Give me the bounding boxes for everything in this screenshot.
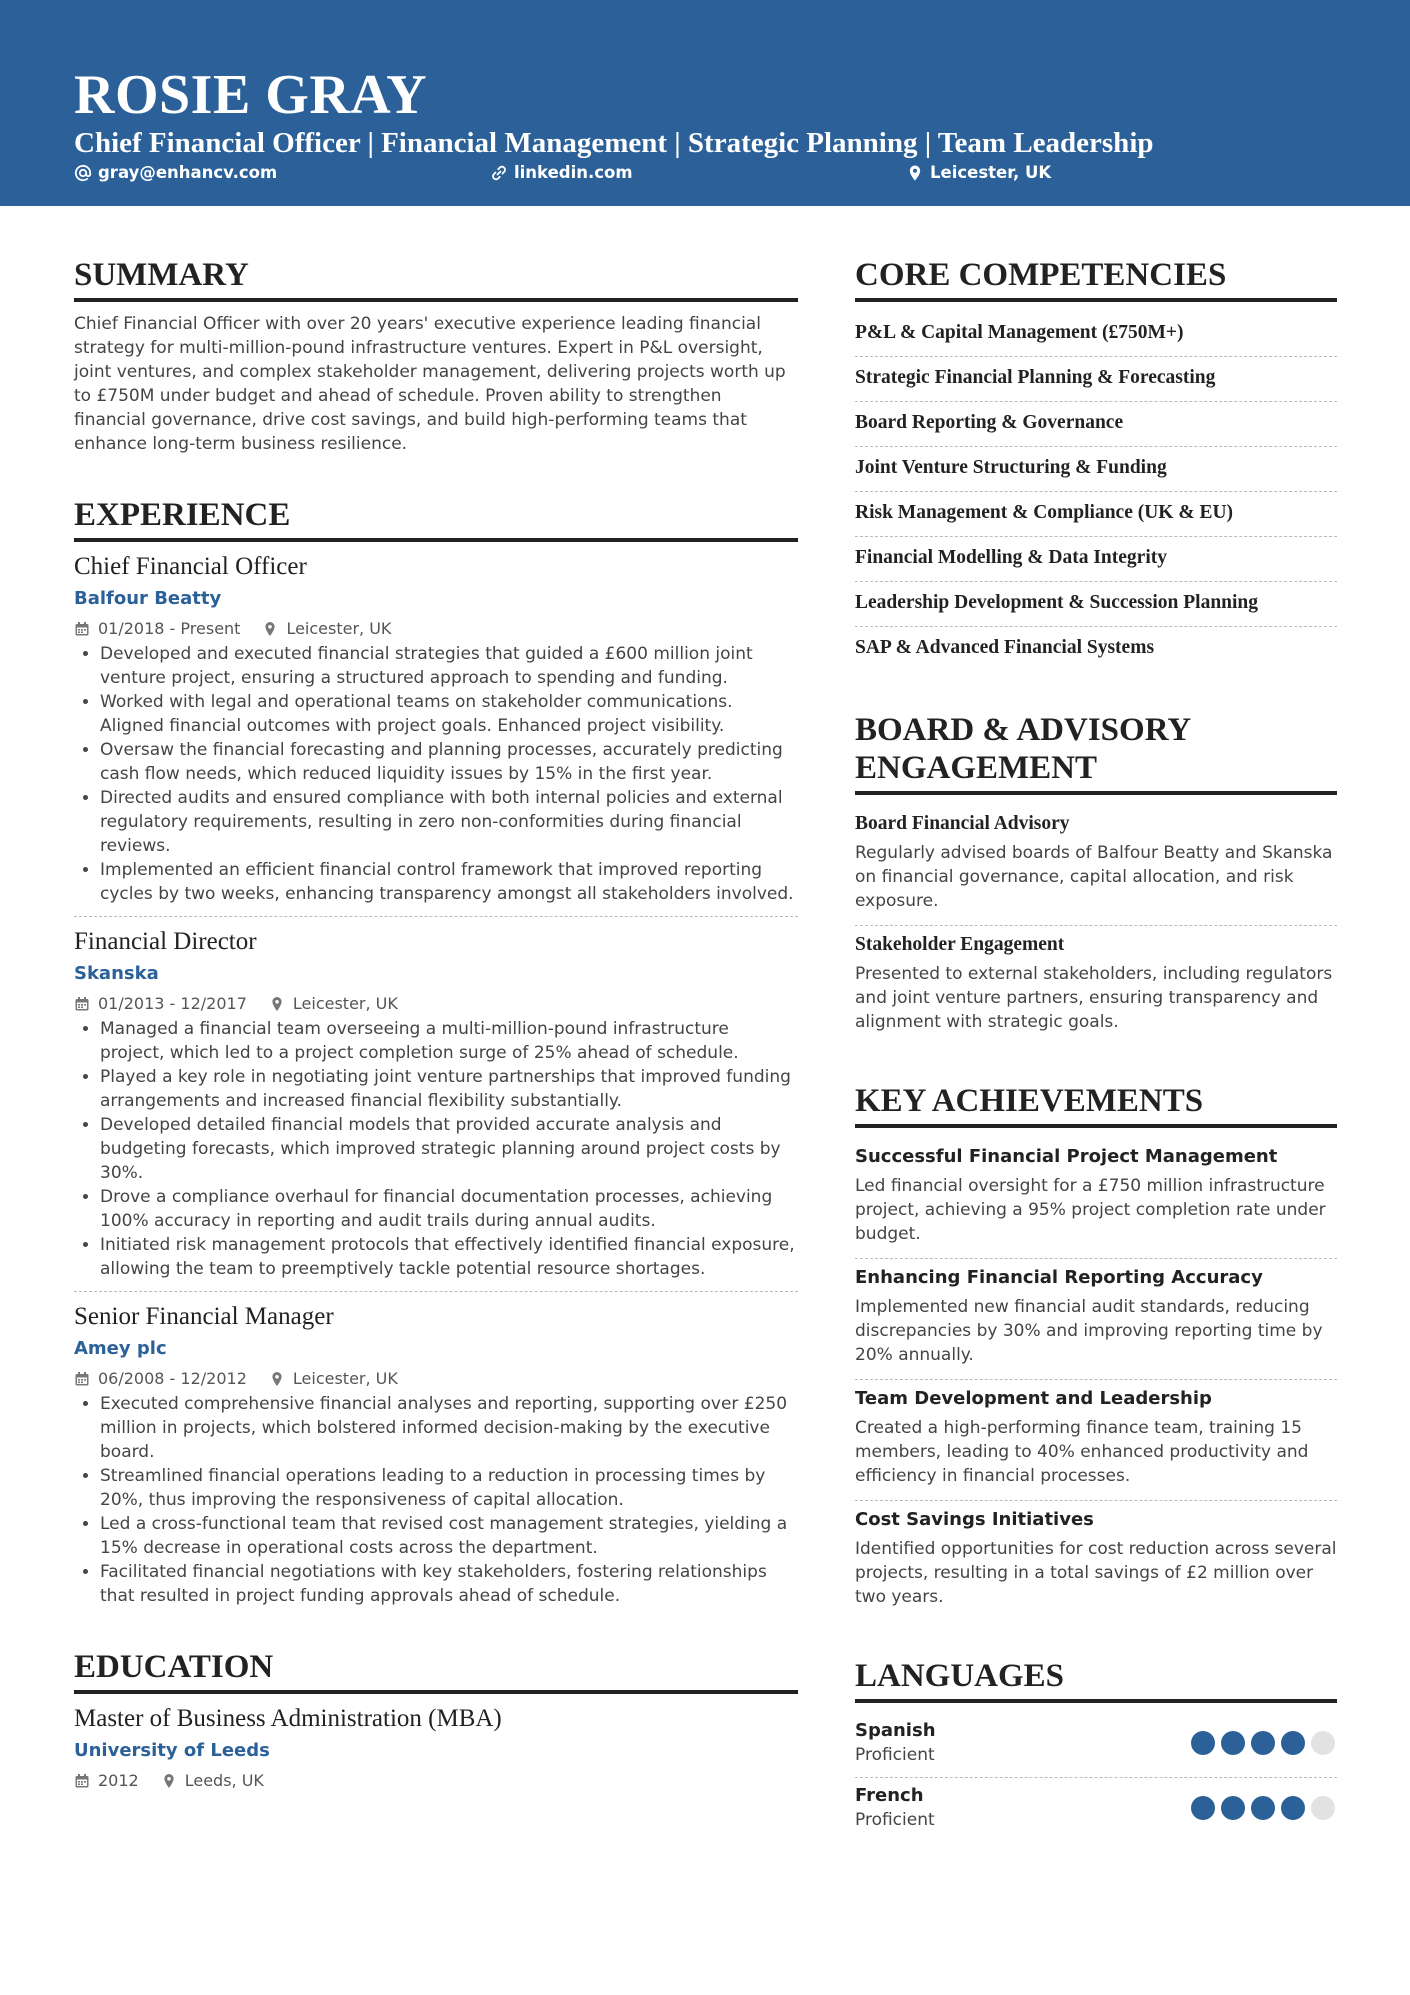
job-meta (74, 993, 798, 1015)
board-heading: BOARD & ADVISORY ENGAGEMENT (855, 711, 1337, 795)
experience-section (74, 496, 798, 1618)
job-bullets (74, 1392, 798, 1608)
education-year: 2012 (98, 1771, 139, 1790)
language-name: French (855, 1785, 924, 1806)
calendar-icon (74, 1773, 90, 1789)
rating-dot-filled (1251, 1731, 1275, 1755)
at-icon (74, 164, 92, 182)
achievement-title: Enhancing Financial Reporting Accuracy (855, 1267, 1263, 1288)
education-degree: Master of Business Administration (MBA) (74, 1705, 502, 1732)
board-item-title: Stakeholder Engagement (855, 934, 1065, 955)
job-bullet: • Implemented an efficient financial control framework that improved reporting cycles by two weeks, enhancing transparency amongst all stakeholders involved. (100, 858, 798, 906)
candidate-title: Chief Financial Officer | Financial Management | Strategic Planning | Team Leadership (74, 127, 1154, 159)
education-section (74, 1648, 798, 1792)
rating-dot-empty (1311, 1731, 1335, 1755)
language-level: Proficient (855, 1810, 935, 1830)
job-bullet: • Oversaw the financial forecasting and planning processes, accurately predicting cash flow needs, which reduced liquidity issues by 15% in the first year. (100, 738, 798, 786)
contact-location (906, 162, 1051, 184)
job-location: Leicester, UK (292, 994, 398, 1013)
board-item-title: Board Financial Advisory (855, 813, 1070, 834)
experience-entry (74, 927, 798, 1292)
board-section (855, 711, 1337, 1046)
rating-dot-filled (1281, 1796, 1305, 1820)
education-school: University of Leeds (74, 1740, 270, 1761)
achievement-item (855, 1380, 1337, 1501)
job-company: Skanska (74, 963, 159, 984)
job-meta (74, 618, 798, 640)
competency-item: Strategic Financial Planning & Forecasting (855, 357, 1337, 402)
experience-entry (74, 552, 798, 917)
calendar-icon (74, 1371, 90, 1387)
location-pin-icon (262, 621, 278, 637)
education-meta (74, 1770, 798, 1792)
job-dates: 06/2008 - 12/2012 (98, 1369, 247, 1388)
job-bullet: • Facilitated financial negotiations with key stakeholders, fostering relationships that resulted in project funding approvals ahead of schedule. (100, 1560, 798, 1608)
job-bullet: • Drove a compliance overhaul for financial documentation processes, achieving 100% accuracy in reporting and audit trails during annual audits. (100, 1185, 798, 1233)
rating-dot-filled (1251, 1796, 1275, 1820)
summary-text: Chief Financial Officer with over 20 years' executive experience leading financial strategy for multi-million-pound infrastructure ventures. Expert in P&L oversight, joint ventures, and complex stakeholder management, delivering projects worth up to £750M under budget and ahead of schedule. Proven ability to strengthen financial governance, drive cost savings, and build high-performing teams that enhance long-term business resilience. (74, 314, 786, 454)
achievement-text: Implemented new financial audit standards, reducing discrepancies by 30% and improving reporting time by 20% annually. (855, 1297, 1323, 1365)
location-pin-icon (161, 1773, 177, 1789)
location-pin-icon (906, 164, 924, 182)
job-role: Financial Director (74, 928, 257, 955)
rating-dot-filled (1281, 1731, 1305, 1755)
job-bullet: • Developed and executed financial strategies that guided a £600 million joint venture project, ensuring a structured approach to spending and funding. (100, 642, 798, 690)
competency-item: SAP & Advanced Financial Systems (855, 637, 1155, 658)
achievement-item (855, 1501, 1337, 1621)
competency-item: Joint Venture Structuring & Funding (855, 447, 1337, 492)
achievement-text: Created a high-performing finance team, training 15 members, leading to 40% enhanced productivity and efficiency in financial processes. (855, 1418, 1309, 1486)
rating-dot-filled (1191, 1731, 1215, 1755)
rating-dot-filled (1221, 1731, 1245, 1755)
rating-dot-filled (1191, 1796, 1215, 1820)
job-bullet: • Initiated risk management protocols that effectively identified financial exposure, allowing the team to preemptively tackle potential resource shortages. (100, 1233, 798, 1281)
job-bullet: • Developed detailed financial models that provided accurate analysis and budgeting forecasts, which improved strategic planning around project costs by 30%. (100, 1113, 798, 1185)
calendar-icon (74, 996, 90, 1012)
language-name: Spanish (855, 1720, 936, 1741)
location-pin-icon (269, 1371, 285, 1387)
languages-section (855, 1657, 1337, 1842)
job-company: Amey plc (74, 1338, 167, 1359)
job-bullets (74, 642, 798, 906)
achievement-item (855, 1138, 1337, 1259)
achievement-title: Cost Savings Initiatives (855, 1509, 1094, 1530)
job-bullet: • Executed comprehensive financial analyses and reporting, supporting over £250 million in projects, which bolstered informed decision-making by the executive board. (100, 1392, 798, 1464)
competency-item: Financial Modelling & Data Integrity (855, 537, 1337, 582)
board-item (855, 926, 1337, 1046)
job-dates: 01/2013 - 12/2017 (98, 994, 247, 1013)
job-bullet: • Directed audits and ensured compliance with both internal policies and external regulatory requirements, resulting in zero non-conformities during financial reviews. (100, 786, 798, 858)
language-rating (1191, 1796, 1335, 1820)
rating-dot-filled (1221, 1796, 1245, 1820)
job-role: Chief Financial Officer (74, 553, 307, 580)
job-bullet: • Led a cross-functional team that revised cost management strategies, yielding a 15% decrease in operational costs across the department. (100, 1512, 798, 1560)
summary-section (74, 256, 798, 456)
experience-heading: EXPERIENCE (74, 496, 798, 542)
summary-heading: SUMMARY (74, 256, 798, 302)
job-company: Balfour Beatty (74, 588, 222, 609)
achievements-section (855, 1082, 1337, 1621)
language-item (855, 1713, 1337, 1778)
languages-heading: LANGUAGES (855, 1657, 1337, 1703)
achievements-heading: KEY ACHIEVEMENTS (855, 1082, 1337, 1128)
location-pin-icon (269, 996, 285, 1012)
competency-item: P&L & Capital Management (£750M+) (855, 312, 1337, 357)
rating-dot-empty (1311, 1796, 1335, 1820)
language-level: Proficient (855, 1745, 935, 1765)
competencies-heading: CORE COMPETENCIES (855, 256, 1337, 302)
board-item-text: Presented to external stakeholders, including regulators and joint venture partners, ensuring transparency and alignment with strategic goals. (855, 964, 1333, 1032)
candidate-name: ROSIE GRAY (74, 64, 428, 126)
contact-linkedin-text: linkedin.com (514, 163, 633, 182)
job-bullet: • Streamlined financial operations leading to a reduction in processing times by 20%, thus improving the responsiveness of capital allocation. (100, 1464, 798, 1512)
left-column (74, 256, 798, 1792)
achievement-text: Identified opportunities for cost reduction across several projects, resulting in a total savings of £2 million over two years. (855, 1539, 1337, 1607)
education-heading: EDUCATION (74, 1648, 798, 1694)
board-item-text: Regularly advised boards of Balfour Beatty and Skanska on financial governance, capital allocation, and risk exposure. (855, 843, 1333, 911)
achievement-item (855, 1259, 1337, 1380)
right-column (855, 256, 1337, 1842)
competency-item: Leadership Development & Succession Planning (855, 582, 1337, 627)
experience-entry (74, 1302, 798, 1618)
calendar-icon (74, 621, 90, 637)
resume-header (0, 0, 1410, 206)
achievement-title: Successful Financial Project Management (855, 1146, 1278, 1167)
job-dates: 01/2018 - Present (98, 619, 241, 638)
achievement-text: Led financial oversight for a £750 million infrastructure project, achieving a 95% project completion rate under budget. (855, 1176, 1326, 1244)
job-location: Leicester, UK (292, 1369, 398, 1388)
competency-item: Board Reporting & Governance (855, 402, 1337, 447)
job-bullet: • Played a key role in negotiating joint venture partnerships that improved funding arrangements and increased financial flexibility substantially. (100, 1065, 798, 1113)
job-bullet: • Managed a financial team overseeing a multi-million-pound infrastructure project, which led to a project completion surge of 25% ahead of schedule. (100, 1017, 798, 1065)
contact-email-text: gray@enhancv.com (98, 163, 278, 182)
achievement-title: Team Development and Leadership (855, 1388, 1212, 1409)
job-meta (74, 1368, 798, 1390)
board-item (855, 805, 1337, 926)
language-item (855, 1778, 1337, 1842)
job-bullet: • Worked with legal and operational teams on stakeholder communications. Aligned financial outcomes with project goals. Enhanced project visibility. (100, 690, 798, 738)
contact-email[interactable] (74, 162, 277, 184)
contact-linkedin[interactable] (490, 162, 633, 184)
job-bullets (74, 1017, 798, 1281)
competencies-section (855, 256, 1337, 671)
language-rating (1191, 1731, 1335, 1755)
job-role: Senior Financial Manager (74, 1303, 334, 1330)
competency-item: Risk Management & Compliance (UK & EU) (855, 492, 1337, 537)
link-icon (490, 164, 508, 182)
job-location: Leicester, UK (286, 619, 392, 638)
contact-location-text: Leicester, UK (930, 163, 1052, 182)
education-location: Leeds, UK (184, 1771, 264, 1790)
